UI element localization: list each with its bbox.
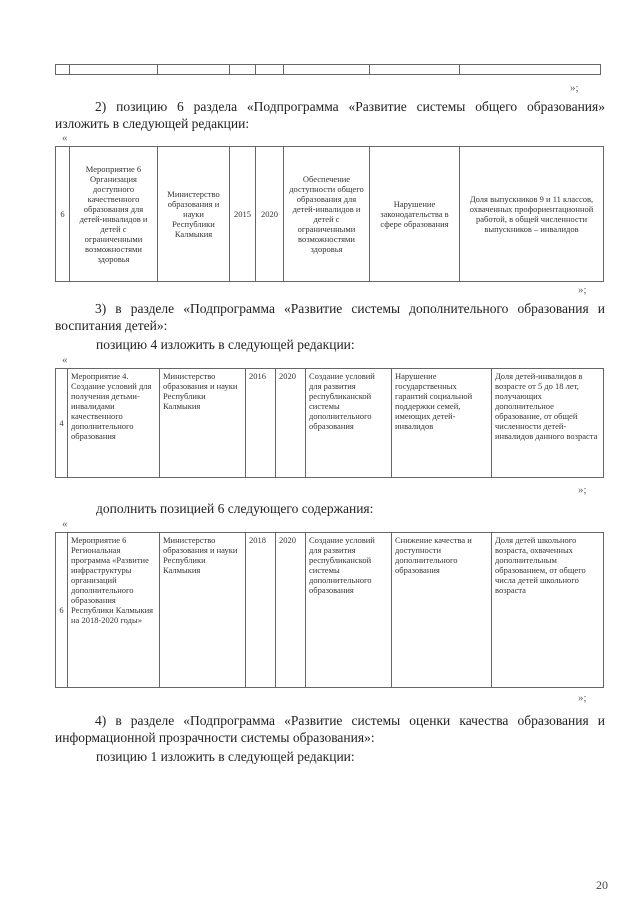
opening-quote: « — [62, 132, 68, 144]
closing-quote: »; — [578, 692, 587, 704]
closing-quote: »; — [578, 484, 587, 496]
top-cell — [158, 65, 230, 75]
closing-quote: »; — [578, 284, 587, 296]
top-cell — [230, 65, 256, 75]
item-3-sub: позицию 4 изложить в следующей редакции: — [96, 337, 355, 352]
item-4-sub: позицию 1 изложить в следующей редакции: — [96, 749, 355, 764]
top-cell — [284, 65, 370, 75]
table-3-cell-executor: Министерство образования и науки Республики Калмыкия — [160, 533, 246, 688]
opening-quote: « — [62, 518, 68, 530]
table-2-cell-indicator: Доля детей-инвалидов в возрасте от 5 до 18 лет, получающих дополнительное образование, от общей численности детей-инвалидов данного возраста — [492, 369, 604, 478]
table-2-cell-executor: Министерство образования и науки Республики Калмыкия — [160, 369, 246, 478]
top-cell — [56, 65, 70, 75]
item-3-text: 3) в разделе «Подпрограмма «Развитие системы дополнительного образования и воспитания детей»: — [55, 301, 605, 333]
table-2-cell-result: Создание условий для развития республиканской системы дополнительного образования — [306, 369, 392, 478]
top-table-fragment — [55, 64, 601, 75]
page-number: 20 — [596, 878, 608, 892]
table-3-cell-risk: Снижение качества и доступности дополнительного образования — [392, 533, 492, 688]
table-2-cell-end: 2020 — [276, 369, 306, 478]
top-cell — [70, 65, 158, 75]
table-3-cell-result: Создание условий для развития республиканской системы дополнительного образования — [306, 533, 392, 688]
table-1-cell-end: 2020 — [256, 147, 284, 282]
item-2-text: 2) позицию 6 раздела «Подпрограмма «Развитие системы общего образования» изложить в следующей редакции: — [55, 99, 605, 131]
opening-quote: « — [62, 354, 68, 366]
table-3-cell-start: 2018 — [246, 533, 276, 688]
table-1-cell-result: Обеспечение доступности общего образования для детей-инвалидов и детей с ограниченными возможностями здоровья — [284, 147, 370, 282]
table-1-cell-executor: Министерство образования и науки Республики Калмыкия — [158, 147, 230, 282]
table-1 — [55, 146, 604, 282]
table-2-cell-activity: Мероприятие 4. Создание условий для получения детьми-инвалидами качественного дополнительного образования — [68, 369, 160, 478]
table-1-cell-activity: Мероприятие 6 Организация доступного качественного образования для детей-инвалидов и детей с ограниченными возможностями здоровья — [70, 147, 158, 282]
table-3-cell-activity: Мероприятие 6 Региональная программа «Развитие инфраструктуры организаций дополнительного образования Республики Калмыкия на 2018-2020 годы» — [68, 533, 160, 688]
table-1-cell-indicator: Доля выпускников 9 и 11 классов, охваченных профориентационной работой, в общей численности выпускников – инвалидов — [460, 147, 604, 282]
table-3-cell-indicator: Доля детей школьного возраста, охваченных дополнительным образованием, от общего числа детей школьного возраста — [492, 533, 604, 688]
top-cell — [370, 65, 460, 75]
closing-quote: »; — [570, 82, 579, 94]
table-2 — [55, 368, 604, 478]
table-2-cell-num: 4 — [56, 369, 68, 478]
top-cell — [256, 65, 284, 75]
table-1-cell-risk: Нарушение законодательства в сфере образования — [370, 147, 460, 282]
table-1-cell-num: 6 — [56, 147, 70, 282]
top-cell — [460, 65, 601, 75]
item-3b-text: дополнить позицией 6 следующего содержания: — [96, 501, 374, 516]
table-2-cell-start: 2016 — [246, 369, 276, 478]
table-3-cell-num: 6 — [56, 533, 68, 688]
table-3 — [55, 532, 604, 688]
table-1-cell-start: 2015 — [230, 147, 256, 282]
table-3-cell-end: 2020 — [276, 533, 306, 688]
table-2-cell-risk: Нарушение государственных гарантий социальной поддержки семей, имеющих детей-инвалидов — [392, 369, 492, 478]
item-4-text: 4) в разделе «Подпрограмма «Развитие системы оценки качества образования и информационной прозрачности системы образования»: — [55, 713, 605, 745]
